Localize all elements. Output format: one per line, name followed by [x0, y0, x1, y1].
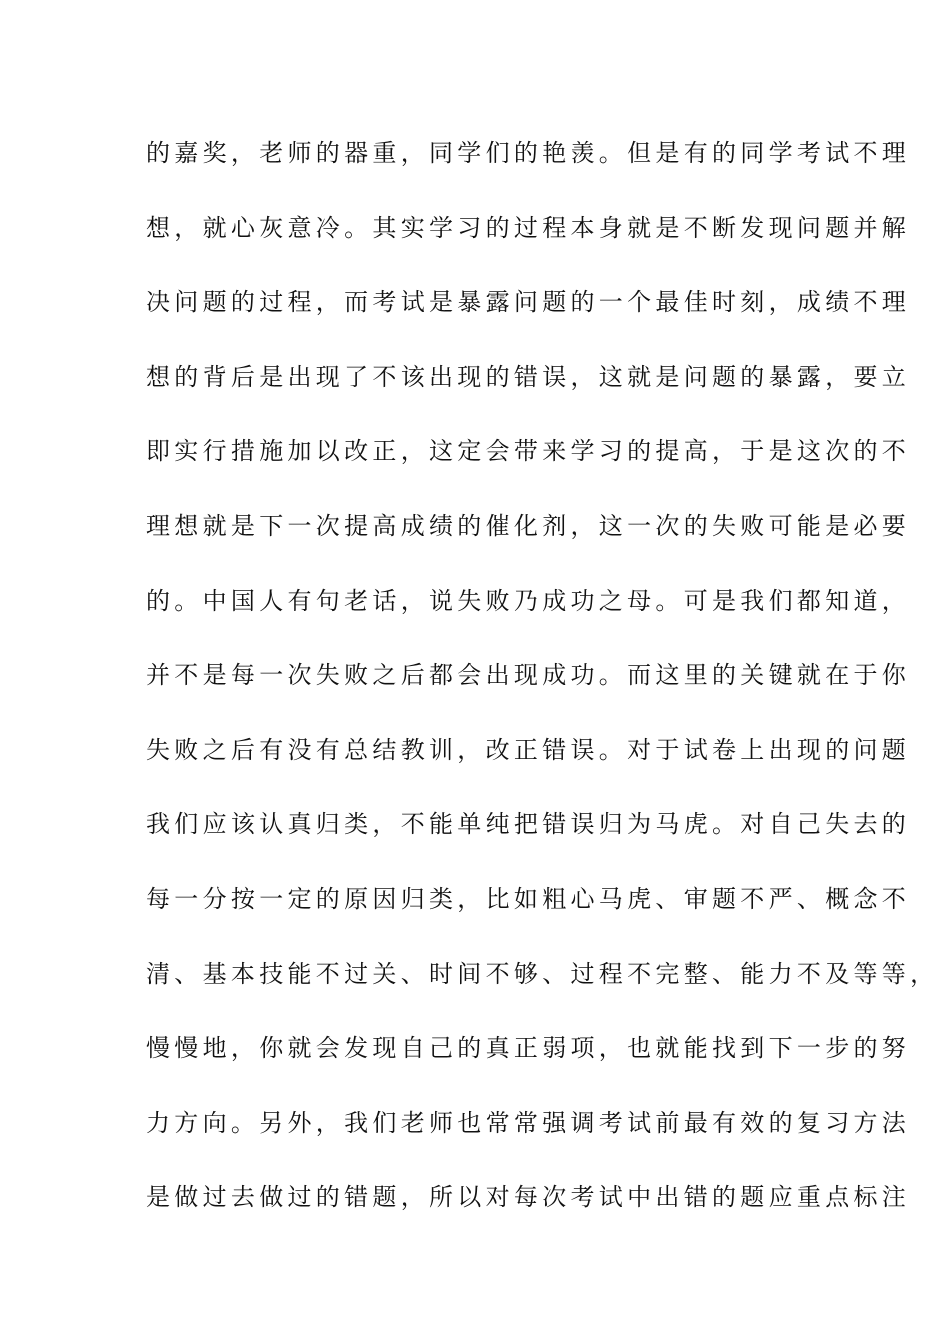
text-line: 慢慢地，你就会发现自己的真正弱项，也就能找到下一步的努 [146, 1034, 911, 1063]
text-line: 的。中国人有句老话，说失败乃成功之母。可是我们都知道， [146, 586, 911, 615]
text-line: 失败之后有没有总结教训，改正错误。对于试卷上出现的问题 [146, 735, 911, 764]
text-line: 每一分按一定的原因归类，比如粗心马虎、审题不严、概念不 [146, 884, 911, 913]
text-line: 力方向。另外，我们老师也常常强调考试前最有效的复习方法 [146, 1108, 911, 1137]
text-line: 并不是每一次失败之后都会出现成功。而这里的关键就在于你 [146, 661, 911, 690]
text-line: 决问题的过程，而考试是暴露问题的一个最佳时刻，成绩不理 [146, 288, 911, 317]
text-line: 理想就是下一次提高成绩的催化剂，这一次的失败可能是必要 [146, 511, 911, 540]
text-line: 清、基本技能不过关、时间不够、过程不完整、能力不及等等， [146, 959, 939, 988]
text-line: 是做过去做过的错题，所以对每次考试中出错的题应重点标注 [146, 1183, 911, 1212]
body-text [146, 130, 939, 1249]
text-line: 想的背后是出现了不该出现的错误，这就是问题的暴露，要立 [146, 362, 911, 391]
text-line: 想，就心灰意冷。其实学习的过程本身就是不断发现问题并解 [146, 213, 911, 242]
text-line: 即实行措施加以改正，这定会带来学习的提高，于是这次的不 [146, 437, 911, 466]
text-line: 我们应该认真归类，不能单纯把错误归为马虎。对自己失去的 [146, 810, 911, 839]
text-line: 的嘉奖，老师的器重，同学们的艳羡。但是有的同学考试不理 [146, 139, 911, 167]
